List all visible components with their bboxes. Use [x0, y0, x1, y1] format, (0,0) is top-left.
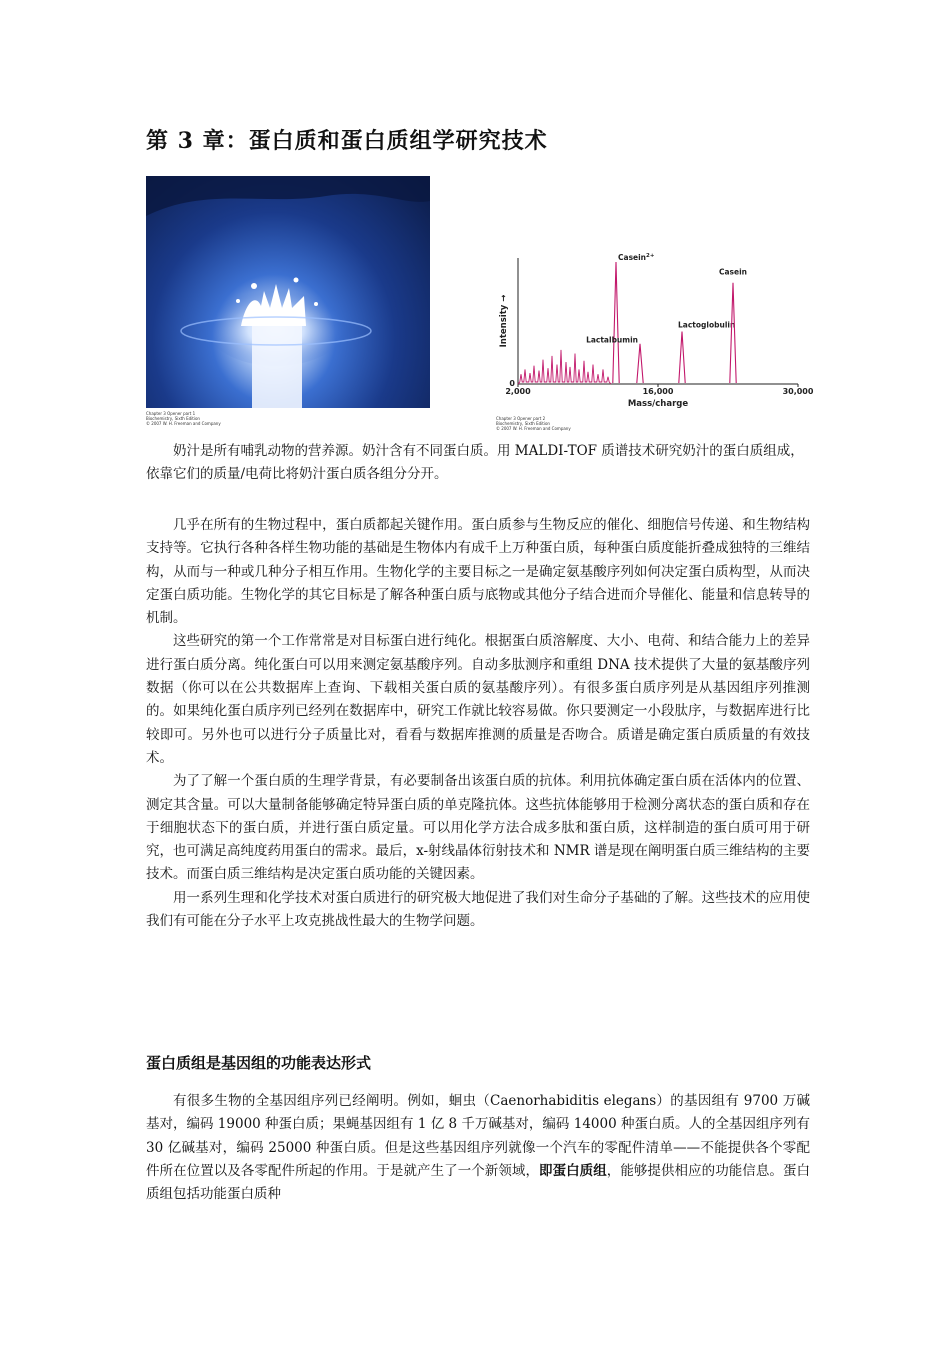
peak-label-text: Lactoglobulin [678, 320, 736, 330]
peak-label [719, 268, 747, 277]
peak-label-text: Casein [618, 253, 647, 262]
peak-label [586, 336, 638, 345]
mass-spectrum-chart [488, 252, 814, 412]
milk-splash-illustration [146, 176, 430, 408]
x-tick-label: 30,000 [782, 387, 814, 396]
paragraph-text: 有很多生物的全基因组序列已经阐明。例如，蛔虫（Caenorhabiditis elegans）的基因组有 9700 万碱基对，编码 19000 种蛋白质；果蝇基因组有 1 亿 8 千万碱基对，编码 14000 种蛋白质。人的全基因组序列有 30 亿碱基对，编码 25000 种蛋白质。但是这些基因组序列就像一个汽车的零配件清单——不能提供各个零配件所在位置以及各零配件所起的作用。于是就产生了一个新领域， [146, 1093, 810, 1179]
spectrum-peak [730, 283, 736, 383]
spectrum-peak [613, 262, 619, 383]
chart-credit [496, 416, 571, 431]
spectrum-noise-trace [518, 350, 611, 384]
section-text [146, 1090, 810, 1206]
peak-label-superscript: 2+ [646, 253, 655, 259]
spectrum-peak [679, 332, 685, 383]
photo-credit [146, 411, 221, 426]
x-tick-label: 2,000 [505, 387, 531, 396]
section-heading: 蛋白质组是基因组的功能表达形式 [146, 1054, 372, 1072]
paragraph [146, 1090, 810, 1206]
peak-label [618, 253, 655, 262]
y-axis-label: Intensity → [499, 294, 509, 348]
y-tick-label: 0 [509, 379, 515, 388]
paragraph: 这些研究的第一个工作常常是对目标蛋白进行纯化。根据蛋白质溶解度、大小、电荷、和结合能力上的差异进行蛋白质分离。纯化蛋白可以用来测定氨基酸序列。自动多肽测序和重组 DNA 技术提供了大量的氨基酸序列数据（你可以在公共数据库上查询、下载相关蛋白质的氨基酸序列）。有很多蛋白质序列是从基因组序列推测的。如果纯化蛋白质序列已经列在数据库中，研究工作就比较容易做。你只要测定一小段肽序，与数据库进行比较即可。另外也可以进行分子质量比对，看看与数据库推测的质量是否吻合。质谱是确定蛋白质质量的有效技术。 [146, 633, 810, 766]
photo-credit-line: Biochemistry, Sixth Edition [146, 416, 200, 421]
photo-credit-line: © 2007 W. H. Freeman and Company [146, 421, 221, 426]
milk-splash-photo [146, 176, 430, 408]
photo-credit-line: Chapter 3 Opener part 1 [146, 411, 196, 416]
page-title: 第 3 章：蛋白质和蛋白质组学研究技术 [146, 128, 548, 154]
peak-label [678, 321, 735, 330]
spectrum-peak [637, 344, 643, 383]
chart-credit-line: Biochemistry, Sixth Edition [496, 421, 550, 426]
x-tick-label: 16,000 [642, 387, 674, 396]
intro-text [146, 514, 810, 933]
chart-credit-line: © 2007 W. H. Freeman and Company [496, 426, 571, 431]
x-axis-label: Mass/charge [627, 399, 689, 409]
emphasis-term: 即蛋白质组 [539, 1162, 607, 1179]
paragraph-text: ，能够提供相应的功能信息。蛋白质组包括功能蛋白质种 [146, 1162, 811, 1203]
paragraph: 几乎在所有的生物过程中，蛋白质都起关键作用。蛋白质参与生物反应的催化、细胞信号传递、和生物结构支持等。它执行各种各样生物功能的基础是生物体内有成千上万种蛋白质，每种蛋白质度能折叠成独特的三维结构，从而与一种或几种分子相互作用。生物化学的主要目标之一是确定氨基酸序列如何决定蛋白质构型，从而决定蛋白质功能。生物化学的其它目标是了解各种蛋白质与底物或其他分子结合进而介导催化、能量和信息转导的机制。 [146, 517, 810, 627]
figure-caption: 奶汁是所有哺乳动物的营养源。奶汁含有不同蛋白质。用 MALDI-TOF 质谱技术研究奶汁的蛋白质组成，依靠它们的质量/电荷比将奶汁蛋白质各组分分开。 [146, 443, 804, 482]
peak-label-text: Casein [718, 267, 748, 277]
paragraph: 为了了解一个蛋白质的生理学背景，有必要制备出该蛋白质的抗体。利用抗体确定蛋白质在活体内的位置、测定其含量。可以大量制备能够确定特异蛋白质的单克隆抗体。这些抗体能够用于检测分离状态的蛋白质和存在于细胞状态下的蛋白质，并进行蛋白质定量。可以用化学方法合成多肽和蛋白质，这样制造的蛋白质可用于研究，也可满足高纯度药用蛋白的需求。最后，x-射线晶体衍射技术和 NMR 谱是现在阐明蛋白质三维结构的主要技术。而蛋白质三维结构是决定蛋白质功能的关键因素。 [146, 773, 810, 883]
chart-credit-line: Chapter 3 Opener part 2 [496, 416, 546, 421]
peak-label-text: Lactalbumin [586, 335, 638, 345]
paragraph: 用一系列生理和化学技术对蛋白质进行的研究极大地促进了我们对生命分子基础的了解。这些技术的应用使我们有可能在分子水平上攻克挑战性最大的生物学问题。 [146, 889, 810, 930]
